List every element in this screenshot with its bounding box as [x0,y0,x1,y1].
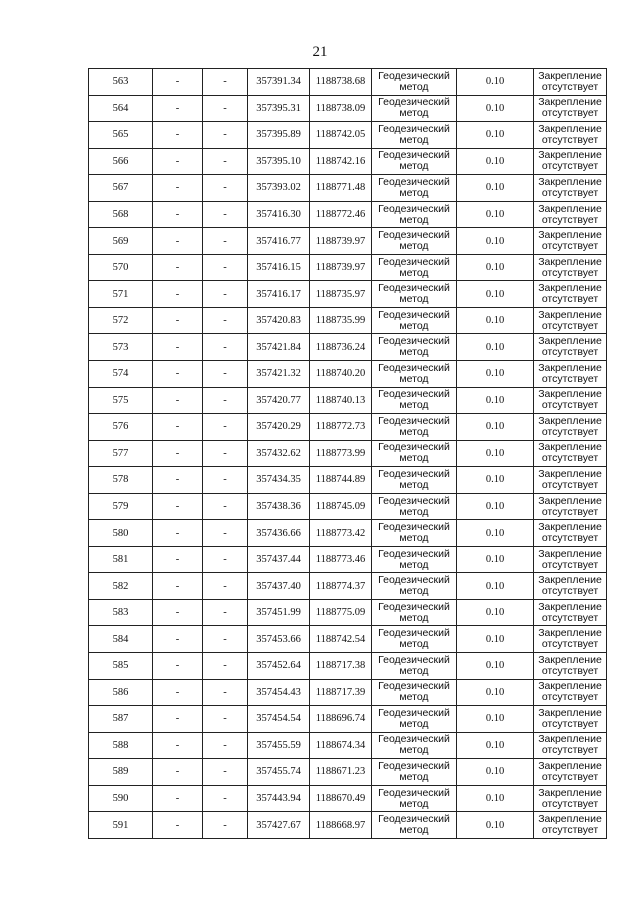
y-coordinate-cell: 1188717.38 [310,653,372,680]
x-coordinate-cell: 357434.35 [248,467,310,494]
table-row [89,69,607,96]
method-cell: Геодезический метод [372,493,457,520]
y-coordinate-cell: 1188740.20 [310,361,372,388]
x-coordinate-cell: 357438.36 [248,493,310,520]
dash-cell: - [153,95,203,122]
y-coordinate-cell: 1188742.54 [310,626,372,653]
dash-cell: - [203,387,248,414]
table-row [89,812,607,839]
point-number-cell: 576 [89,414,153,441]
dash-cell: - [153,281,203,308]
y-coordinate-cell: 1188742.05 [310,122,372,149]
x-coordinate-cell: 357395.31 [248,95,310,122]
method-cell: Геодезический метод [372,122,457,149]
dash-cell: - [153,520,203,547]
x-coordinate-cell: 357416.77 [248,228,310,255]
y-coordinate-cell: 1188745.09 [310,493,372,520]
x-coordinate-cell: 357454.43 [248,679,310,706]
y-coordinate-cell: 1188736.24 [310,334,372,361]
table-row [89,254,607,281]
dash-cell: - [203,732,248,759]
fixing-cell: Закрепление отсутствует [534,759,607,786]
fixing-cell: Закрепление отсутствует [534,679,607,706]
x-coordinate-cell: 357455.74 [248,759,310,786]
dash-cell: - [153,201,203,228]
dash-cell: - [153,228,203,255]
fixing-cell: Закрепление отсутствует [534,201,607,228]
dash-cell: - [203,69,248,96]
y-coordinate-cell: 1188744.89 [310,467,372,494]
dash-cell: - [153,387,203,414]
table-row [89,679,607,706]
method-cell: Геодезический метод [372,546,457,573]
fixing-cell: Закрепление отсутствует [534,254,607,281]
y-coordinate-cell: 1188735.97 [310,281,372,308]
table-row [89,281,607,308]
table-row [89,414,607,441]
fixing-cell: Закрепление отсутствует [534,175,607,202]
fixing-cell: Закрепление отсутствует [534,626,607,653]
y-coordinate-cell: 1188738.09 [310,95,372,122]
dash-cell: - [203,706,248,733]
table-row [89,520,607,547]
method-cell: Геодезический метод [372,69,457,96]
dash-cell: - [153,254,203,281]
dash-cell: - [153,467,203,494]
accuracy-cell: 0.10 [457,573,534,600]
table-row [89,599,607,626]
y-coordinate-cell: 1188696.74 [310,706,372,733]
x-coordinate-cell: 357420.77 [248,387,310,414]
y-coordinate-cell: 1188742.16 [310,148,372,175]
y-coordinate-cell: 1188771.48 [310,175,372,202]
point-number-cell: 563 [89,69,153,96]
method-cell: Геодезический метод [372,307,457,334]
dash-cell: - [153,361,203,388]
dash-cell: - [203,281,248,308]
x-coordinate-cell: 357421.32 [248,361,310,388]
dash-cell: - [153,69,203,96]
dash-cell: - [203,122,248,149]
x-coordinate-cell: 357420.29 [248,414,310,441]
accuracy-cell: 0.10 [457,706,534,733]
accuracy-cell: 0.10 [457,785,534,812]
table-row [89,148,607,175]
x-coordinate-cell: 357391.34 [248,69,310,96]
x-coordinate-cell: 357452.64 [248,653,310,680]
point-number-cell: 572 [89,307,153,334]
table-row [89,228,607,255]
accuracy-cell: 0.10 [457,812,534,839]
fixing-cell: Закрепление отсутствует [534,520,607,547]
accuracy-cell: 0.10 [457,387,534,414]
accuracy-cell: 0.10 [457,546,534,573]
dash-cell: - [153,706,203,733]
y-coordinate-cell: 1188670.49 [310,785,372,812]
accuracy-cell: 0.10 [457,334,534,361]
y-coordinate-cell: 1188668.97 [310,812,372,839]
x-coordinate-cell: 357395.10 [248,148,310,175]
dash-cell: - [203,254,248,281]
dash-cell: - [153,334,203,361]
accuracy-cell: 0.10 [457,467,534,494]
table-body [89,69,607,839]
accuracy-cell: 0.10 [457,69,534,96]
accuracy-cell: 0.10 [457,361,534,388]
dash-cell: - [203,467,248,494]
x-coordinate-cell: 357451.99 [248,599,310,626]
accuracy-cell: 0.10 [457,626,534,653]
point-number-cell: 569 [89,228,153,255]
table-row [89,95,607,122]
fixing-cell: Закрепление отсутствует [534,573,607,600]
point-number-cell: 566 [89,148,153,175]
point-number-cell: 579 [89,493,153,520]
x-coordinate-cell: 357416.30 [248,201,310,228]
accuracy-cell: 0.10 [457,653,534,680]
dash-cell: - [203,679,248,706]
fixing-cell: Закрепление отсутствует [534,334,607,361]
method-cell: Геодезический метод [372,361,457,388]
point-number-cell: 570 [89,254,153,281]
dash-cell: - [203,812,248,839]
dash-cell: - [153,546,203,573]
accuracy-cell: 0.10 [457,307,534,334]
table-row [89,493,607,520]
dash-cell: - [203,626,248,653]
table-row [89,759,607,786]
method-cell: Геодезический метод [372,599,457,626]
point-number-cell: 580 [89,520,153,547]
accuracy-cell: 0.10 [457,122,534,149]
dash-cell: - [203,201,248,228]
table-row [89,175,607,202]
table-row [89,201,607,228]
method-cell: Геодезический метод [372,732,457,759]
point-number-cell: 589 [89,759,153,786]
table-row [89,307,607,334]
point-number-cell: 581 [89,546,153,573]
x-coordinate-cell: 357432.62 [248,440,310,467]
accuracy-cell: 0.10 [457,95,534,122]
point-number-cell: 571 [89,281,153,308]
y-coordinate-cell: 1188773.46 [310,546,372,573]
point-number-cell: 583 [89,599,153,626]
y-coordinate-cell: 1188738.68 [310,69,372,96]
accuracy-cell: 0.10 [457,175,534,202]
dash-cell: - [153,122,203,149]
accuracy-cell: 0.10 [457,759,534,786]
fixing-cell: Закрепление отсутствует [534,69,607,96]
point-number-cell: 573 [89,334,153,361]
y-coordinate-cell: 1188735.99 [310,307,372,334]
method-cell: Геодезический метод [372,467,457,494]
dash-cell: - [203,148,248,175]
method-cell: Геодезический метод [372,387,457,414]
x-coordinate-cell: 357416.15 [248,254,310,281]
dash-cell: - [203,520,248,547]
accuracy-cell: 0.10 [457,148,534,175]
x-coordinate-cell: 357454.54 [248,706,310,733]
fixing-cell: Закрепление отсутствует [534,228,607,255]
fixing-cell: Закрепление отсутствует [534,732,607,759]
dash-cell: - [203,653,248,680]
accuracy-cell: 0.10 [457,201,534,228]
table-row [89,334,607,361]
fixing-cell: Закрепление отсутствует [534,467,607,494]
y-coordinate-cell: 1188774.37 [310,573,372,600]
point-number-cell: 585 [89,653,153,680]
point-number-cell: 574 [89,361,153,388]
accuracy-cell: 0.10 [457,732,534,759]
point-number-cell: 587 [89,706,153,733]
dash-cell: - [203,759,248,786]
fixing-cell: Закрепление отсутствует [534,493,607,520]
x-coordinate-cell: 357395.89 [248,122,310,149]
dash-cell: - [153,175,203,202]
table-row [89,387,607,414]
accuracy-cell: 0.10 [457,414,534,441]
point-number-cell: 584 [89,626,153,653]
y-coordinate-cell: 1188772.46 [310,201,372,228]
dash-cell: - [153,148,203,175]
fixing-cell: Закрепление отсутствует [534,785,607,812]
dash-cell: - [203,307,248,334]
point-number-cell: 590 [89,785,153,812]
method-cell: Геодезический метод [372,520,457,547]
dash-cell: - [203,95,248,122]
dash-cell: - [203,785,248,812]
method-cell: Геодезический метод [372,95,457,122]
dash-cell: - [203,573,248,600]
fixing-cell: Закрепление отсутствует [534,706,607,733]
fixing-cell: Закрепление отсутствует [534,281,607,308]
dash-cell: - [203,414,248,441]
fixing-cell: Закрепление отсутствует [534,387,607,414]
accuracy-cell: 0.10 [457,493,534,520]
coordinates-table [88,68,607,839]
method-cell: Геодезический метод [372,175,457,202]
y-coordinate-cell: 1188739.97 [310,228,372,255]
x-coordinate-cell: 357437.44 [248,546,310,573]
y-coordinate-cell: 1188773.99 [310,440,372,467]
point-number-cell: 591 [89,812,153,839]
table-row [89,546,607,573]
y-coordinate-cell: 1188717.39 [310,679,372,706]
accuracy-cell: 0.10 [457,228,534,255]
y-coordinate-cell: 1188674.34 [310,732,372,759]
dash-cell: - [153,653,203,680]
x-coordinate-cell: 357393.02 [248,175,310,202]
table-row [89,122,607,149]
fixing-cell: Закрепление отсутствует [534,414,607,441]
table-row [89,467,607,494]
x-coordinate-cell: 357427.67 [248,812,310,839]
dash-cell: - [153,626,203,653]
accuracy-cell: 0.10 [457,281,534,308]
fixing-cell: Закрепление отсутствует [534,812,607,839]
dash-cell: - [153,414,203,441]
dash-cell: - [203,361,248,388]
method-cell: Геодезический метод [372,653,457,680]
method-cell: Геодезический метод [372,148,457,175]
table-row [89,785,607,812]
method-cell: Геодезический метод [372,281,457,308]
dash-cell: - [203,228,248,255]
dash-cell: - [203,334,248,361]
table-row [89,440,607,467]
point-number-cell: 565 [89,122,153,149]
accuracy-cell: 0.10 [457,679,534,706]
method-cell: Геодезический метод [372,785,457,812]
point-number-cell: 586 [89,679,153,706]
y-coordinate-cell: 1188671.23 [310,759,372,786]
point-number-cell: 568 [89,201,153,228]
dash-cell: - [153,599,203,626]
point-number-cell: 582 [89,573,153,600]
table-row [89,361,607,388]
dash-cell: - [153,785,203,812]
fixing-cell: Закрепление отсутствует [534,653,607,680]
fixing-cell: Закрепление отсутствует [534,599,607,626]
y-coordinate-cell: 1188739.97 [310,254,372,281]
dash-cell: - [203,440,248,467]
accuracy-cell: 0.10 [457,440,534,467]
page-number: 21 [312,44,328,60]
table-row [89,653,607,680]
fixing-cell: Закрепление отсутствует [534,148,607,175]
x-coordinate-cell: 357437.40 [248,573,310,600]
point-number-cell: 578 [89,467,153,494]
method-cell: Геодезический метод [372,201,457,228]
fixing-cell: Закрепление отсутствует [534,122,607,149]
x-coordinate-cell: 357420.83 [248,307,310,334]
method-cell: Геодезический метод [372,759,457,786]
method-cell: Геодезический метод [372,812,457,839]
fixing-cell: Закрепление отсутствует [534,440,607,467]
dash-cell: - [203,546,248,573]
x-coordinate-cell: 357455.59 [248,732,310,759]
dash-cell: - [153,573,203,600]
fixing-cell: Закрепление отсутствует [534,546,607,573]
dash-cell: - [153,440,203,467]
method-cell: Геодезический метод [372,414,457,441]
y-coordinate-cell: 1188775.09 [310,599,372,626]
method-cell: Геодезический метод [372,440,457,467]
dash-cell: - [153,812,203,839]
point-number-cell: 577 [89,440,153,467]
y-coordinate-cell: 1188740.13 [310,387,372,414]
method-cell: Геодезический метод [372,254,457,281]
x-coordinate-cell: 357421.84 [248,334,310,361]
method-cell: Геодезический метод [372,334,457,361]
table-row [89,626,607,653]
dash-cell: - [153,493,203,520]
method-cell: Геодезический метод [372,706,457,733]
point-number-cell: 575 [89,387,153,414]
table-row [89,732,607,759]
point-number-cell: 564 [89,95,153,122]
table-row [89,573,607,600]
y-coordinate-cell: 1188772.73 [310,414,372,441]
x-coordinate-cell: 357443.94 [248,785,310,812]
x-coordinate-cell: 357436.66 [248,520,310,547]
dash-cell: - [153,679,203,706]
x-coordinate-cell: 357416.17 [248,281,310,308]
y-coordinate-cell: 1188773.42 [310,520,372,547]
dash-cell: - [203,599,248,626]
x-coordinate-cell: 357453.66 [248,626,310,653]
dash-cell: - [153,759,203,786]
table-row [89,706,607,733]
method-cell: Геодезический метод [372,573,457,600]
dash-cell: - [153,307,203,334]
fixing-cell: Закрепление отсутствует [534,361,607,388]
accuracy-cell: 0.10 [457,520,534,547]
fixing-cell: Закрепление отсутствует [534,95,607,122]
fixing-cell: Закрепление отсутствует [534,307,607,334]
point-number-cell: 588 [89,732,153,759]
dash-cell: - [153,732,203,759]
point-number-cell: 567 [89,175,153,202]
accuracy-cell: 0.10 [457,599,534,626]
accuracy-cell: 0.10 [457,254,534,281]
method-cell: Геодезический метод [372,626,457,653]
dash-cell: - [203,175,248,202]
method-cell: Геодезический метод [372,228,457,255]
method-cell: Геодезический метод [372,679,457,706]
dash-cell: - [203,493,248,520]
